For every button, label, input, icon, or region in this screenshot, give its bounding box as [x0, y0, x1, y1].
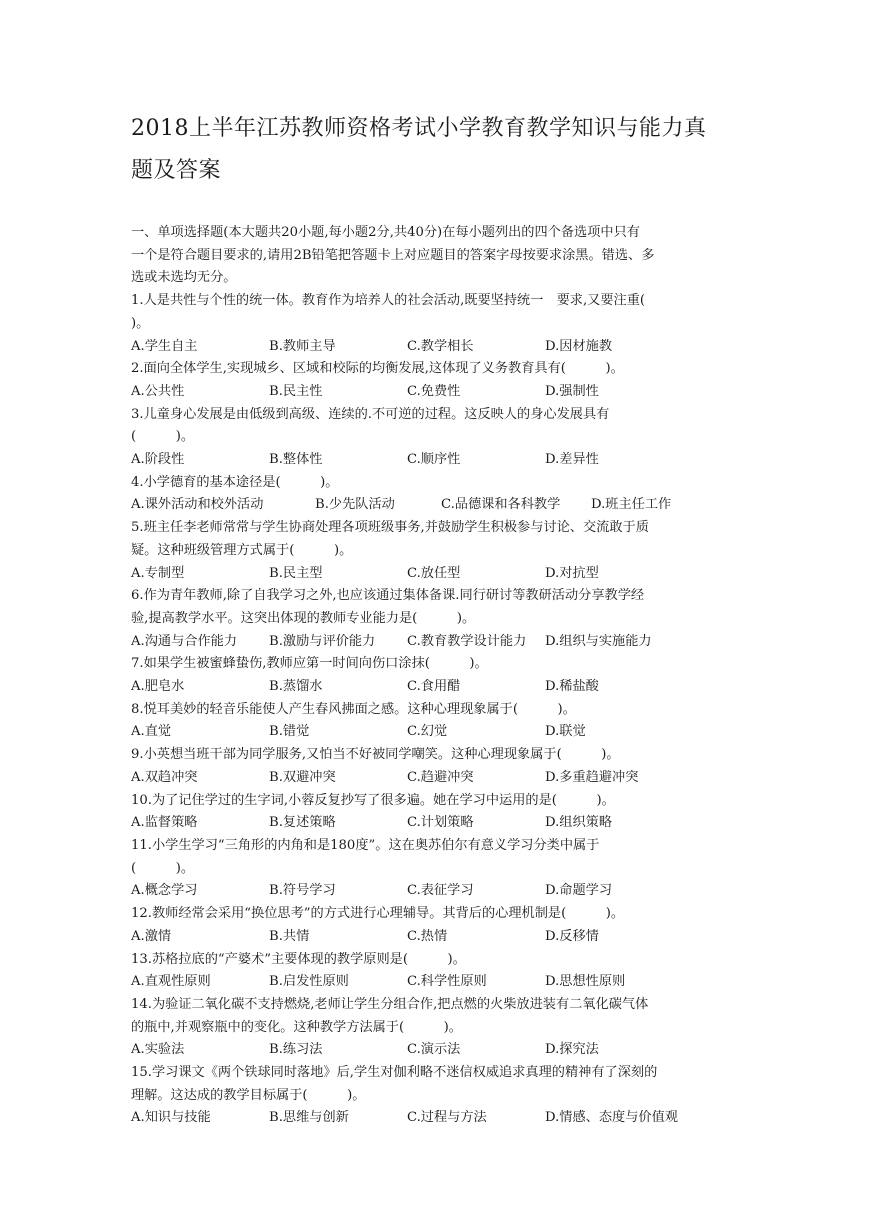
answer-options	[131, 926, 751, 949]
question-text: 11.小学生学习“三角形的内角和是180度”。这在奥苏伯尔有意义学习分类中属于	[131, 837, 600, 853]
option-c: C.过程与方法	[407, 1110, 487, 1126]
question-text: 7.如果学生被蜜蜂蛰伤,教师应第一时间向伤口涂抹( )。	[131, 656, 488, 672]
section-intro-line: 选或未选均无分。	[131, 270, 237, 286]
option-b: B.双避冲突	[269, 769, 336, 785]
answer-options	[131, 563, 751, 586]
answer-options	[131, 1039, 751, 1062]
question-text: 15.学习课文《两个铁球同时落地》后,学生对伽利略不迷信权威追求真理的精神有了深刻的	[131, 1065, 658, 1081]
option-a: A.肥皂水	[131, 679, 185, 695]
question-text: 9.小英想当班干部为同学服务,又怕当不好被同学嘲笑。这种心理现象属于( )。	[131, 747, 620, 763]
option-b: B.整体性	[269, 452, 323, 468]
question-text: ( )。	[131, 860, 195, 876]
answer-options	[131, 494, 751, 517]
option-c: C.科学性原则	[407, 974, 487, 990]
option-c: C.教学相长	[407, 338, 474, 354]
question-text: 的瓶中,并观察瓶中的变化。这种教学方法属于( )。	[131, 1019, 462, 1035]
question-text: 8.悦耳美妙的轻音乐能使人产生春风拂面之感。这种心理现象属于( )。	[131, 701, 576, 717]
option-c: C.放任型	[407, 565, 461, 581]
question-text: 4.小学德育的基本途径是( )。	[131, 474, 339, 490]
option-d: D.联觉	[545, 724, 586, 740]
option-b: B.错觉	[269, 724, 310, 740]
question-text: )。	[131, 315, 150, 331]
answer-options	[131, 676, 751, 699]
answer-options	[131, 812, 751, 835]
option-c: C.品德课和各科教学	[441, 497, 561, 513]
section-intro-line: 一个是符合题目要求的,请用2B铅笔把答题卡上对应题目的答案字母按要求涂黑。错选、多	[131, 247, 655, 263]
option-b: B.练习法	[269, 1042, 323, 1058]
option-d: D.差异性	[545, 452, 599, 468]
title-line: 题及答案	[131, 158, 222, 183]
option-c: C.表征学习	[407, 883, 474, 899]
option-a: A.双趋冲突	[131, 769, 198, 785]
question-text: 验,提高教学水平。这突出体现的教师专业能力是( )。	[131, 610, 476, 626]
document-body	[131, 222, 751, 1130]
option-a: A.专制型	[131, 565, 185, 581]
option-b: B.复述策略	[269, 815, 336, 831]
option-b: B.启发性原则	[269, 974, 349, 990]
option-a: A.阶段性	[131, 452, 185, 468]
option-c: C.计划策略	[407, 815, 474, 831]
option-b: B.教师主导	[269, 338, 336, 354]
option-c: C.幻觉	[407, 724, 448, 740]
option-d: D.思想性原则	[545, 974, 626, 990]
question-text: 理解。这达成的教学目标属于( )。	[131, 1087, 366, 1103]
option-a: A.直觉	[131, 724, 172, 740]
title-line: 2018上半年江苏教师资格考试小学教育教学知识与能力真	[131, 116, 707, 141]
option-a: A.监督策略	[131, 815, 198, 831]
question-text: 1.人是共性与个性的统一体。教育作为培养人的社会活动,既要坚持统一 要求,又要注重(	[131, 293, 646, 309]
answer-options	[131, 721, 751, 744]
option-a: A.公共性	[131, 383, 185, 399]
option-c: C.顺序性	[407, 452, 461, 468]
option-a: A.沟通与合作能力	[131, 633, 238, 649]
question-text: 5.班主任李老师常常与学生协商处理各项班级事务,并鼓励学生积极参与讨论、交流敢于质	[131, 520, 649, 536]
section-intro-line: 一、单项选择题(本大题共20小题,每小题2分,共40分)在每小题列出的四个备选项中只有	[131, 225, 640, 240]
question-text: 3.儿童身心发展是由低级到高级、连续的.不可逆的过程。这反映人的身心发展具有	[131, 406, 610, 422]
option-d: D.情感、态度与价值观	[545, 1110, 678, 1126]
option-a: A.知识与技能	[131, 1110, 211, 1126]
option-c: C.免费性	[407, 383, 461, 399]
option-c: C.趋避冲突	[407, 769, 474, 785]
option-d: D.因材施教	[545, 338, 613, 354]
answer-options	[131, 631, 751, 654]
answer-options	[131, 971, 751, 994]
answer-options	[131, 336, 751, 359]
option-d: D.反移情	[545, 928, 599, 944]
option-b: B.激励与评价能力	[269, 633, 376, 649]
option-d: D.强制性	[545, 383, 599, 399]
option-c: C.食用醋	[407, 679, 461, 695]
option-d: D.对抗型	[545, 565, 599, 581]
option-a: A.课外活动和校外活动	[131, 497, 264, 513]
option-d: D.命题学习	[545, 883, 613, 899]
answer-options	[131, 1107, 751, 1130]
question-text: 2.面向全体学生,实现城乡、区域和校际的均衡发展,这体现了义务教育具有( )。	[131, 361, 624, 377]
question-text: 12.教师经常会采用“换位思考”的方式进行心理辅导。其背后的心理机制是( )。	[131, 906, 625, 922]
question-text: 14.为验证二氧化碳不支持燃烧,老师让学生分组合作,把点燃的火柴放进装有二氧化碳气体	[131, 996, 649, 1012]
answer-options	[131, 449, 751, 472]
option-b: B.思维与创新	[269, 1110, 349, 1126]
question-text: ( )。	[131, 429, 195, 445]
option-b: B.共情	[269, 928, 310, 944]
option-a: A.直观性原则	[131, 974, 211, 990]
option-b: B.蒸馏水	[269, 679, 323, 695]
answer-options	[131, 767, 751, 790]
option-a: A.概念学习	[131, 883, 198, 899]
option-d: D.组织与实施能力	[545, 633, 652, 649]
option-a: A.激情	[131, 928, 172, 944]
question-text: 疑。这种班级管理方式属于( )。	[131, 542, 353, 558]
option-d: D.探究法	[545, 1042, 599, 1058]
answer-options	[131, 880, 751, 903]
option-b: B.符号学习	[269, 883, 336, 899]
option-c: C.演示法	[407, 1042, 461, 1058]
option-d: D.多重趋避冲突	[545, 769, 639, 785]
question-text: 10.为了记住学过的生字词,小蓉反复抄写了很多遍。她在学习中运用的是( )。	[131, 792, 615, 808]
option-d: D.班主任工作	[591, 497, 672, 513]
option-d: D.稀盐酸	[545, 679, 599, 695]
question-text: 13.苏格拉底的“产婆术”主要体现的教学原则是( )。	[131, 951, 466, 967]
answer-options	[131, 381, 751, 404]
option-b: B.少先队活动	[315, 497, 395, 513]
option-a: A.实验法	[131, 1042, 185, 1058]
option-a: A.学生自主	[131, 338, 198, 354]
question-text: 6.作为青年教师,除了自我学习之外,也应该通过集体备课.同行研讨等教研活动分享教学经	[131, 588, 645, 604]
document-title	[131, 108, 751, 192]
option-b: B.民主型	[269, 565, 323, 581]
option-c: C.教育教学设计能力	[407, 633, 527, 649]
option-b: B.民主性	[269, 383, 323, 399]
option-c: C.热情	[407, 928, 448, 944]
option-d: D.组织策略	[545, 815, 613, 831]
